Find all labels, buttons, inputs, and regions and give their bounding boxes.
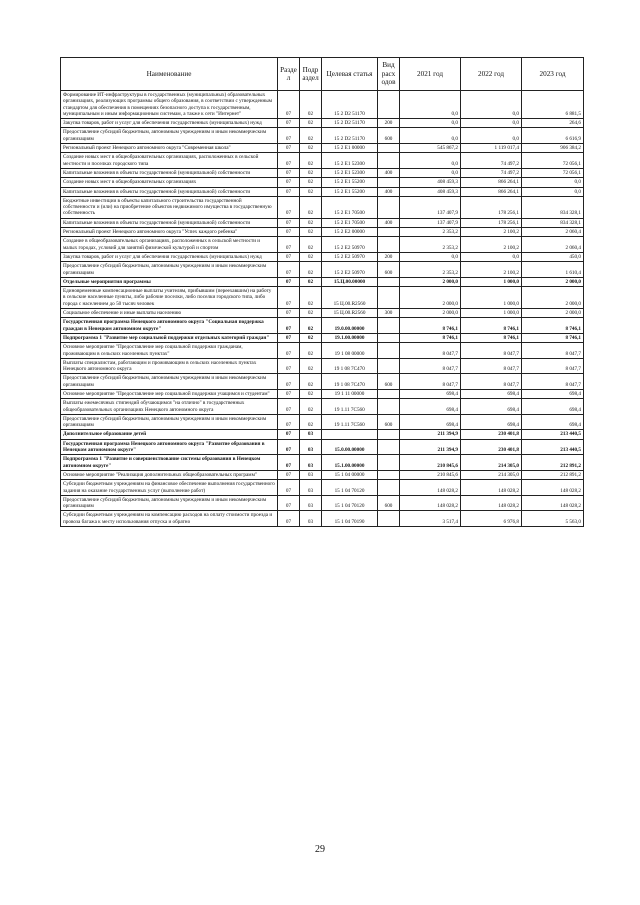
table-row xyxy=(61,439,584,455)
row-2023: 6 616,9 xyxy=(522,128,584,144)
table-row xyxy=(61,309,584,318)
table-row xyxy=(61,119,584,128)
row-2021: 137 407,9 xyxy=(400,196,461,218)
row-2021: 2 000,0 xyxy=(400,309,461,318)
row-2022: 698,4 xyxy=(461,399,522,415)
table-row xyxy=(61,218,584,227)
row-2023: 834 328,1 xyxy=(522,218,584,227)
row-2023: 148 028,2 xyxy=(522,480,584,496)
row-name: Отдельные мероприятия программы xyxy=(61,277,278,286)
row-2021: 2 353,2 xyxy=(400,228,461,237)
row-vid xyxy=(378,333,400,342)
table-row xyxy=(61,237,584,253)
row-podrazdel: 02 xyxy=(300,91,322,119)
row-vid: 600 xyxy=(378,495,400,511)
row-podrazdel: 03 xyxy=(300,495,322,511)
row-2021: 210 845,6 xyxy=(400,455,461,471)
row-article: 15 Ц.00.R2560 xyxy=(322,287,378,309)
row-2022: 0,0 xyxy=(461,119,522,128)
row-razdel: 07 xyxy=(278,153,300,169)
row-name: Создание новых мест в общеобразовательных организациях, расположенных в сельской местности и поселках городского типа xyxy=(61,153,278,169)
row-article: 19 1.11 7С560 xyxy=(322,414,378,430)
row-2023: 834 328,1 xyxy=(522,196,584,218)
row-razdel: 07 xyxy=(278,439,300,455)
row-2021: 0,0 xyxy=(400,168,461,177)
row-name: Региональный проект Ненецкого автономного округа "Современная школа" xyxy=(61,144,278,153)
row-article: 15 2 E1 55200 xyxy=(322,178,378,187)
row-2023: 450,0 xyxy=(522,252,584,261)
row-2023: 1 610,4 xyxy=(522,262,584,278)
row-vid: 300 xyxy=(378,309,400,318)
row-2023: 2 060,4 xyxy=(522,237,584,253)
row-2022: 2 100,2 xyxy=(461,237,522,253)
row-podrazdel: 02 xyxy=(300,333,322,342)
row-article: 15 2 E1 70500 xyxy=(322,218,378,227)
table-row xyxy=(61,358,584,374)
table-row xyxy=(61,374,584,390)
row-name: Подпрограмма 1 "Развитие и совершенствование системы образования в Ненецком автономном округе" xyxy=(61,455,278,471)
row-vid xyxy=(378,511,400,527)
row-2022: 178 256,1 xyxy=(461,218,522,227)
row-2021: 698,4 xyxy=(400,414,461,430)
row-podrazdel: 03 xyxy=(300,430,322,439)
table-row xyxy=(61,187,584,196)
row-2023: 0,0 xyxy=(522,178,584,187)
table-row xyxy=(61,333,584,342)
row-vid xyxy=(378,144,400,153)
row-vid xyxy=(378,480,400,496)
row-podrazdel: 02 xyxy=(300,343,322,359)
row-article: 15 2 E1 55200 xyxy=(322,187,378,196)
row-2023: 698,4 xyxy=(522,399,584,415)
row-vid xyxy=(378,318,400,334)
row-2022: 8 746,1 xyxy=(461,333,522,342)
row-2022: 214 305,0 xyxy=(461,455,522,471)
row-vid xyxy=(378,430,400,439)
row-vid xyxy=(378,455,400,471)
page-number: 29 xyxy=(315,844,325,855)
row-article: 15 2 E2 50970 xyxy=(322,237,378,253)
row-2023: 72 056,1 xyxy=(522,153,584,169)
row-podrazdel: 02 xyxy=(300,414,322,430)
row-vid xyxy=(378,389,400,398)
col-razdel-header: Разде л xyxy=(278,58,300,91)
row-2022: 74 497,2 xyxy=(461,153,522,169)
row-razdel: 07 xyxy=(278,511,300,527)
row-article: 15 2 D2 51170 xyxy=(322,91,378,119)
col-podrazdel-header: Подр аздел xyxy=(300,58,322,91)
table-row xyxy=(61,287,584,309)
row-name: Субсидии бюджетным учреждениям на компенсацию расходов на оплату стоимости проезда и провоза багажа к месту использования отпуска и обратно xyxy=(61,511,278,527)
table-row xyxy=(61,196,584,218)
row-2023: 148 028,2 xyxy=(522,495,584,511)
row-article: 15.0.00.00000 xyxy=(322,439,378,455)
row-razdel: 07 xyxy=(278,287,300,309)
row-2023: 8 047,7 xyxy=(522,358,584,374)
row-2023: 6 881,5 xyxy=(522,91,584,119)
row-article: 15 2 E1 52300 xyxy=(322,153,378,169)
row-vid: 400 xyxy=(378,187,400,196)
row-name: Формирование ИТ-инфраструктуры в государственных (муниципальных) образовательных организациях, реализующих программы общего образования, в соответствии с утвержденным стандартом для обеспечения в помещениях безопасного доступа к государственным, муниципальным и иным информационным системам, а также к сети "Интернет" xyxy=(61,91,278,119)
row-2022: 178 256,1 xyxy=(461,196,522,218)
row-2023: 2 000,0 xyxy=(522,277,584,286)
row-razdel: 07 xyxy=(278,144,300,153)
row-podrazdel: 03 xyxy=(300,439,322,455)
row-2021: 148 028,2 xyxy=(400,480,461,496)
row-podrazdel: 02 xyxy=(300,287,322,309)
table-row xyxy=(61,414,584,430)
row-name: Капитальные вложения в объекты государственной (муниципальной) собственности xyxy=(61,218,278,227)
row-name: Предоставление субсидий бюджетным, автономным учреждениям и иным некоммерческим организациям xyxy=(61,374,278,390)
table-row xyxy=(61,389,584,398)
row-name: Создание новых мест в общеобразовательных организациях xyxy=(61,178,278,187)
row-vid xyxy=(378,399,400,415)
row-name: Региональный проект Ненецкого автономного округа "Успех каждого ребенка" xyxy=(61,228,278,237)
row-2021: 0,0 xyxy=(400,153,461,169)
table-row xyxy=(61,262,584,278)
row-2022: 698,4 xyxy=(461,414,522,430)
col-2021-header: 2021 год xyxy=(400,58,461,91)
row-podrazdel: 02 xyxy=(300,187,322,196)
row-razdel: 07 xyxy=(278,318,300,334)
row-article xyxy=(322,430,378,439)
row-2021: 211 394,9 xyxy=(400,430,461,439)
row-podrazdel: 03 xyxy=(300,480,322,496)
table-row xyxy=(61,511,584,527)
row-podrazdel: 02 xyxy=(300,277,322,286)
col-2023-header: 2023 год xyxy=(522,58,584,91)
row-vid xyxy=(378,153,400,169)
row-2022: 148 028,2 xyxy=(461,480,522,496)
row-article: 15 1 04 70120 xyxy=(322,480,378,496)
row-vid: 600 xyxy=(378,262,400,278)
row-2023: 212 891,2 xyxy=(522,455,584,471)
row-article: 15 1 04 70190 xyxy=(322,511,378,527)
row-article: 19 1 08 7С470 xyxy=(322,374,378,390)
row-razdel: 07 xyxy=(278,187,300,196)
budget-table xyxy=(60,57,584,527)
row-podrazdel: 02 xyxy=(300,358,322,374)
row-podrazdel: 02 xyxy=(300,196,322,218)
row-razdel: 07 xyxy=(278,455,300,471)
row-2021: 8 047,7 xyxy=(400,374,461,390)
row-2021: 8 047,7 xyxy=(400,358,461,374)
row-2022: 1 119 017,4 xyxy=(461,144,522,153)
table-row xyxy=(61,128,584,144)
row-podrazdel: 02 xyxy=(300,252,322,261)
row-podrazdel: 02 xyxy=(300,178,322,187)
row-podrazdel: 02 xyxy=(300,153,322,169)
table-row xyxy=(61,495,584,511)
row-vid: 200 xyxy=(378,252,400,261)
row-article: 15 2 E2 50970 xyxy=(322,262,378,278)
row-vid xyxy=(378,358,400,374)
table-row xyxy=(61,318,584,334)
header-row xyxy=(61,58,584,91)
col-article-header: Целевая статья xyxy=(322,58,378,91)
row-2023: 8 047,7 xyxy=(522,343,584,359)
row-podrazdel: 02 xyxy=(300,399,322,415)
row-name: Закупка товаров, работ и услуг для обеспечения государственных (муниципальных) нужд xyxy=(61,252,278,261)
row-2021: 2 353,2 xyxy=(400,237,461,253)
row-article: 15 Ц.00.R2560 xyxy=(322,309,378,318)
row-podrazdel: 02 xyxy=(300,144,322,153)
row-2021: 698,4 xyxy=(400,399,461,415)
row-razdel: 07 xyxy=(278,470,300,479)
row-podrazdel: 02 xyxy=(300,318,322,334)
row-vid xyxy=(378,228,400,237)
row-name: Предоставление субсидий бюджетным, автономным учреждениям и иным некоммерческим организациям xyxy=(61,495,278,511)
row-razdel: 07 xyxy=(278,495,300,511)
row-podrazdel: 02 xyxy=(300,228,322,237)
row-2022: 148 028,2 xyxy=(461,495,522,511)
row-2023: 8 746,1 xyxy=(522,333,584,342)
row-2022: 866 264,1 xyxy=(461,178,522,187)
row-2021: 8 746,1 xyxy=(400,333,461,342)
row-2022: 8 047,7 xyxy=(461,374,522,390)
row-name: Предоставление субсидий бюджетным, автономным учреждениям и иным некоммерческим организациям xyxy=(61,262,278,278)
row-razdel: 07 xyxy=(278,277,300,286)
row-2021: 2 000,0 xyxy=(400,277,461,286)
table-row xyxy=(61,455,584,471)
row-2022: 866 264,1 xyxy=(461,187,522,196)
row-razdel: 07 xyxy=(278,252,300,261)
row-article: 19 1 08 7С470 xyxy=(322,358,378,374)
row-name: Выплаты ежемесячных стипендий обучающимся "на отлично" в государственных общеобразовательных организациях Ненецкого автономного округа xyxy=(61,399,278,415)
row-article: 15 2 D2 51170 xyxy=(322,128,378,144)
row-2021: 0,0 xyxy=(400,252,461,261)
row-name: Основное мероприятие "Предоставление мер социальной поддержки гражданам, проживающим в сельских населенных пунктах" xyxy=(61,343,278,359)
row-name: Единовременные компенсационные выплаты учителям, прибывшим (переехавшим) на работу в сельские населенные пункты, либо рабочие поселки, либо поселки городского типа, либо города с населением до 50 тысяч человек xyxy=(61,287,278,309)
row-razdel: 07 xyxy=(278,196,300,218)
row-article: 15 1 04 00000 xyxy=(322,470,378,479)
row-2021: 2 000,0 xyxy=(400,287,461,309)
row-2023: 264,6 xyxy=(522,119,584,128)
row-2021: 408 459,3 xyxy=(400,187,461,196)
row-razdel: 07 xyxy=(278,218,300,227)
row-2023: 2 000,0 xyxy=(522,309,584,318)
row-2023: 212 891,2 xyxy=(522,470,584,479)
table-row xyxy=(61,178,584,187)
row-article: 19 1 11 00000 xyxy=(322,389,378,398)
row-razdel: 07 xyxy=(278,480,300,496)
row-razdel: 07 xyxy=(278,228,300,237)
row-article: 15 2 E2 50970 xyxy=(322,252,378,261)
row-podrazdel: 02 xyxy=(300,389,322,398)
row-razdel: 07 xyxy=(278,119,300,128)
table-row xyxy=(61,399,584,415)
row-2021: 210 845,6 xyxy=(400,470,461,479)
row-razdel: 07 xyxy=(278,237,300,253)
row-article: 19 1 08 00000 xyxy=(322,343,378,359)
row-2021: 8 746,1 xyxy=(400,318,461,334)
row-2021: 2 353,2 xyxy=(400,262,461,278)
table-row xyxy=(61,480,584,496)
row-razdel: 07 xyxy=(278,343,300,359)
row-2022: 0,0 xyxy=(461,252,522,261)
table-row xyxy=(61,277,584,286)
row-2022: 0,0 xyxy=(461,128,522,144)
row-2023: 906 384,2 xyxy=(522,144,584,153)
row-name: Предоставление субсидий бюджетным, автономным учреждениям и иным некоммерческим организациям xyxy=(61,128,278,144)
row-vid: 200 xyxy=(378,119,400,128)
row-name: Подпрограмма 1 "Развитие мер социальной поддержки отдельных категорий граждан" xyxy=(61,333,278,342)
row-name: Дополнительное образование детей xyxy=(61,430,278,439)
row-article: 19 1.11 7С560 xyxy=(322,399,378,415)
row-name: Государственная программа Ненецкого автономного округа "Социальная поддержка граждан в Ненецком автономном округе" xyxy=(61,318,278,334)
row-razdel: 07 xyxy=(278,414,300,430)
row-podrazdel: 03 xyxy=(300,470,322,479)
row-name: Капитальные вложения в объекты государственной (муниципальной) собственности xyxy=(61,187,278,196)
row-razdel: 07 xyxy=(278,91,300,119)
col-name-header: Наименование xyxy=(61,58,278,91)
row-razdel: 07 xyxy=(278,333,300,342)
row-podrazdel: 03 xyxy=(300,455,322,471)
row-2022: 214 305,0 xyxy=(461,470,522,479)
row-name: Субсидии бюджетным учреждениям на финансовое обеспечение выполнения государственного задания на оказание государственных услуг (выполнение работ) xyxy=(61,480,278,496)
row-article: 19.1.00.00000 xyxy=(322,333,378,342)
row-article: 15 2 E2 00000 xyxy=(322,228,378,237)
table-row xyxy=(61,430,584,439)
row-podrazdel: 02 xyxy=(300,309,322,318)
row-2023: 2 000,0 xyxy=(522,287,584,309)
row-2023: 5 563,0 xyxy=(522,511,584,527)
row-vid: 400 xyxy=(378,218,400,227)
row-vid xyxy=(378,343,400,359)
row-2023: 698,4 xyxy=(522,414,584,430)
row-2021: 148 028,2 xyxy=(400,495,461,511)
row-2022: 230 401,8 xyxy=(461,439,522,455)
row-vid xyxy=(378,439,400,455)
row-vid xyxy=(378,470,400,479)
row-2021: 0,0 xyxy=(400,128,461,144)
row-podrazdel: 02 xyxy=(300,168,322,177)
row-name: Создание в общеобразовательных организациях, расположенных в сельской местности и малых городах, условий для занятий физической культурой и спортом xyxy=(61,237,278,253)
row-2021: 408 459,3 xyxy=(400,178,461,187)
row-razdel: 07 xyxy=(278,358,300,374)
row-name: Бюджетные инвестиции в объекты капитального строительства государственной собственности и (или) на приобретение объектов недвижимого имущества в государственную собственность xyxy=(61,196,278,218)
row-name: Социальное обеспечение и иные выплаты населению xyxy=(61,309,278,318)
row-name: Выплаты специалистам, работающим и проживающим в сельских населенных пунктах Ненецкого автономного округа xyxy=(61,358,278,374)
row-2021: 0,0 xyxy=(400,91,461,119)
row-vid xyxy=(378,287,400,309)
row-2021: 0,0 xyxy=(400,119,461,128)
table-row xyxy=(61,343,584,359)
col-2022-header: 2022 год xyxy=(461,58,522,91)
row-vid xyxy=(378,91,400,119)
row-2022: 1 000,0 xyxy=(461,309,522,318)
row-article: 15 2 E1 52300 xyxy=(322,168,378,177)
row-2023: 0,0 xyxy=(522,187,584,196)
row-name: Основное мероприятие "Предоставление мер социальной поддержки учащимся и студентам" xyxy=(61,389,278,398)
row-article: 15 2 D2 51170 xyxy=(322,119,378,128)
row-2022: 6 976,8 xyxy=(461,511,522,527)
row-2022: 0,0 xyxy=(461,91,522,119)
row-vid xyxy=(378,196,400,218)
row-article: 15.1.00.00000 xyxy=(322,455,378,471)
row-vid xyxy=(378,277,400,286)
table-row xyxy=(61,91,584,119)
row-article: 15 2 E1 70500 xyxy=(322,196,378,218)
table-row xyxy=(61,252,584,261)
row-2021: 211 394,9 xyxy=(400,439,461,455)
row-article: 15 1 04 70120 xyxy=(322,495,378,511)
row-2023: 213 440,5 xyxy=(522,430,584,439)
row-article: 15 2 E1 00000 xyxy=(322,144,378,153)
row-razdel: 07 xyxy=(278,399,300,415)
row-2023: 213 440,5 xyxy=(522,439,584,455)
row-2021: 3 517,4 xyxy=(400,511,461,527)
row-podrazdel: 02 xyxy=(300,374,322,390)
row-razdel: 07 xyxy=(278,168,300,177)
row-podrazdel: 02 xyxy=(300,237,322,253)
row-2022: 1 000,0 xyxy=(461,277,522,286)
row-razdel: 07 xyxy=(278,262,300,278)
row-vid: 600 xyxy=(378,414,400,430)
row-2022: 1 000,0 xyxy=(461,287,522,309)
table-row xyxy=(61,228,584,237)
row-2022: 698,4 xyxy=(461,389,522,398)
table-row xyxy=(61,153,584,169)
row-razdel: 07 xyxy=(278,430,300,439)
row-2023: 72 056,1 xyxy=(522,168,584,177)
row-2022: 2 100,2 xyxy=(461,262,522,278)
table-row xyxy=(61,144,584,153)
row-vid: 400 xyxy=(378,168,400,177)
row-2021: 698,4 xyxy=(400,389,461,398)
row-vid: 600 xyxy=(378,374,400,390)
row-2021: 545 867,2 xyxy=(400,144,461,153)
row-razdel: 07 xyxy=(278,374,300,390)
row-podrazdel: 02 xyxy=(300,119,322,128)
row-podrazdel: 02 xyxy=(300,218,322,227)
row-2022: 74 497,2 xyxy=(461,168,522,177)
row-2023: 2 060,4 xyxy=(522,228,584,237)
table-row xyxy=(61,168,584,177)
row-2023: 698,4 xyxy=(522,389,584,398)
row-2021: 8 047,7 xyxy=(400,343,461,359)
row-2022: 8 047,7 xyxy=(461,343,522,359)
row-2023: 8 746,1 xyxy=(522,318,584,334)
row-vid xyxy=(378,178,400,187)
row-name: Закупка товаров, работ и услуг для обеспечения государственных (муниципальных) нужд xyxy=(61,119,278,128)
row-article: 15.Ц.00.00000 xyxy=(322,277,378,286)
row-2022: 8 746,1 xyxy=(461,318,522,334)
row-2022: 230 401,8 xyxy=(461,430,522,439)
row-2023: 8 047,7 xyxy=(522,374,584,390)
row-vid xyxy=(378,237,400,253)
row-2021: 137 407,9 xyxy=(400,218,461,227)
row-razdel: 07 xyxy=(278,128,300,144)
row-vid: 600 xyxy=(378,128,400,144)
row-razdel: 07 xyxy=(278,389,300,398)
table-row xyxy=(61,470,584,479)
row-podrazdel: 02 xyxy=(300,128,322,144)
col-vid-header: Вид расх одов xyxy=(378,58,400,91)
row-name: Государственная программа Ненецкого автономного округа "Развитие образования в Ненецком автономном округе" xyxy=(61,439,278,455)
row-name: Основное мероприятие "Реализация дополнительных общеобразовательных программ" xyxy=(61,470,278,479)
row-podrazdel: 02 xyxy=(300,262,322,278)
row-podrazdel: 03 xyxy=(300,511,322,527)
row-name: Предоставление субсидий бюджетным, автономным учреждениям и иным некоммерческим организациям xyxy=(61,414,278,430)
row-name: Капитальные вложения в объекты государственной (муниципальной) собственности xyxy=(61,168,278,177)
row-razdel: 07 xyxy=(278,178,300,187)
row-2022: 2 100,2 xyxy=(461,228,522,237)
row-2022: 8 047,7 xyxy=(461,358,522,374)
row-article: 19.0.00.00000 xyxy=(322,318,378,334)
row-razdel: 07 xyxy=(278,309,300,318)
